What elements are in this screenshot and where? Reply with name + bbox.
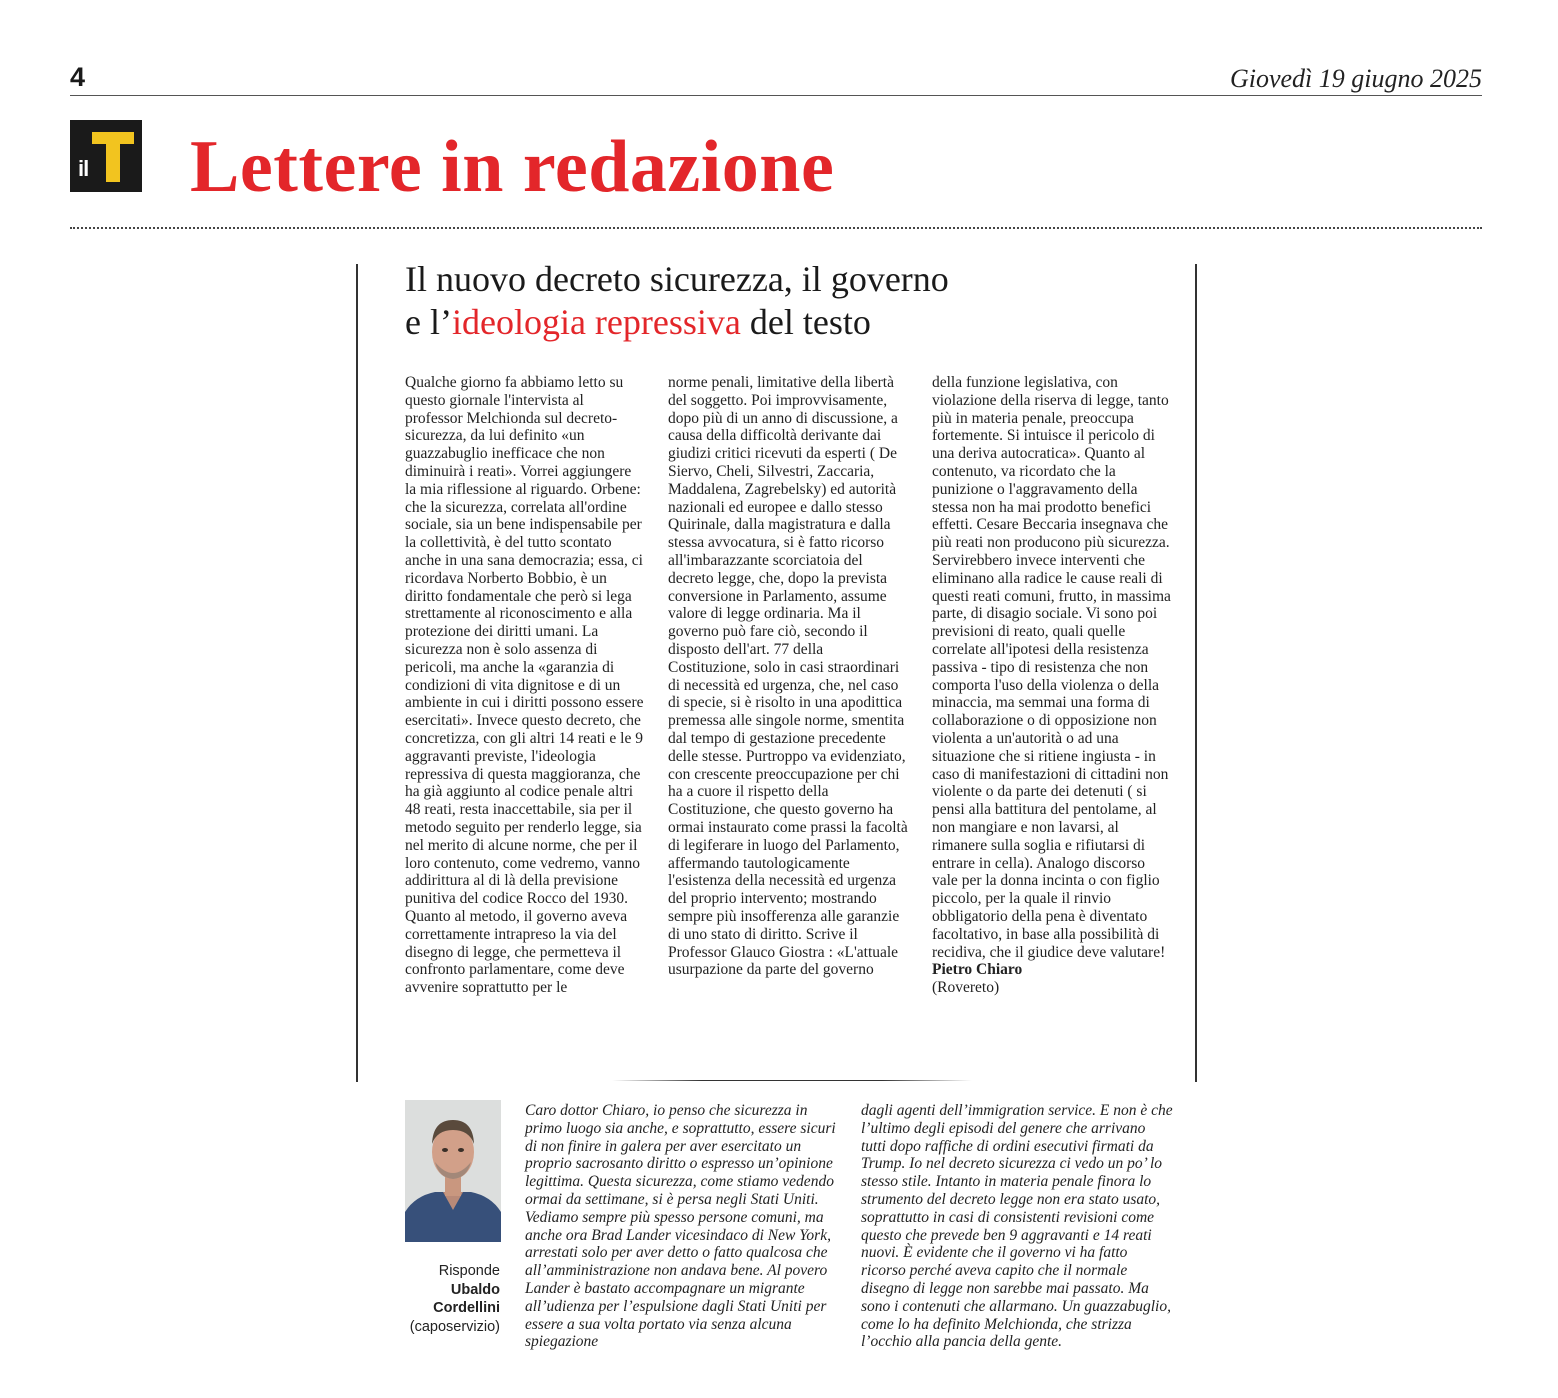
letter-column-3-text: della funzione legislativa, con violazione della riserva di legge, tanto più in materia penale, preoccupa fortemente. Si intuisce il pericolo di una deriva autocratica». Quanto al contenuto, va ricordato che la punizione o l'aggravamento della stessa non ha mai prodotto benefici effetti. Cesare Beccaria insegnava che più reati non producono più sicurezza. Servirebbero invece interventi che eliminano alla radice le cause reali di questi reati comuni, frutto, in massima parte, di disagio sociale. Vi sono poi previsioni di reato, quali quelle correlate all'ipotesi della resistenza passiva - tipo di resistenza che non comporta l'uso della violenza o della minaccia, ma semmai una forma di collaborazione o di opposizione non violenta a un'autorità o ad una situazione che si ritiene ingiusta - in caso di manifestazioni di cittadini non violente o da parte dei detenuti ( si pensi alla battitura del pentolame, al non mangiare e non lavarsi, al rimanere sulla soglia e rifiutarsi di entrare in cella). Analogo discorso vale per la donna incinta o con figlio piccolo, per la quale il rinvio obbligatorio della pena è diventato facoltativo, in base alla possibilità di recidiva, che il giudice deve valutare! bbox=[932, 374, 1171, 961]
headline-prefix: e l’ bbox=[405, 302, 452, 342]
author-photo bbox=[405, 1100, 501, 1242]
caption-last-name: Cordellini bbox=[433, 1300, 500, 1316]
headline-line-2 bbox=[405, 301, 1185, 344]
reply-caption bbox=[380, 1262, 500, 1336]
caption-role: (caposervizio) bbox=[409, 1318, 500, 1335]
article-frame-right bbox=[1195, 264, 1197, 1082]
reply-column-1: Caro dottor Chiaro, io penso che sicurezza in primo luogo sia anche, e soprattutto, essere sicuri di non finire in galera per aver esercitato un proprio sacrosanto diritto o espresso un’opinione legittima. Questa sicurezza, come stiamo vedendo ormai da settimane, si è persa negli Stati Uniti. Vediamo sempre più spesso persone comuni, ma anche ora Brad Lander vicesindaco di New York, arrestati solo per aver detto o fatto qualcosa che all’amministrazione non andava bene. Al povero Lander è bastato accompagnare un migrante all’udienza per l’espulsione dagli Stati Uniti per essere a sua volta portato via senza alcuna spiegazione bbox=[525, 1102, 836, 1351]
article-headline bbox=[405, 258, 1185, 344]
article-frame-left bbox=[356, 264, 358, 1082]
reply-divider bbox=[612, 1080, 972, 1081]
letter-signature-place: (Rovereto) bbox=[932, 979, 1000, 997]
letter-column-2: norme penali, limitative della libertà del soggetto. Poi improvvisamente, dopo più di un anno di discussione, a causa della difficoltà derivante dai giudizi critici ricevuti da esperti ( De Siervo, Cheli, Silvestri, Zaccaria, Maddalena, Zagrebelsky) ed autorità nazionali ed europee e dallo stesso Quirinale, dalla magistratura e dalla stessa avvocatura, si è fatto ricorso all'imbarazzante scorciatoia del decreto legge, che, dopo la prevista conversione in Parlamento, assume valore di legge ordinaria. Ma il governo può fare ciò, secondo il disposto dell'art. 77 della Costituzione, solo in casi straordinari di necessità ed urgenza, che, nel caso di specie, si è risolto in una apodittica premessa alle singole norme, smentita dal tempo di gestazione precedente delle stesse. Purtroppo va evidenziato, con crescente preoccupazione per chi ha a cuore il rispetto della Costituzione, che questo governo ha ormai instaurato come prassi la facoltà di legiferare in luogo del Parlamento, affermando tautologicamente l'esistenza della necessità ed urgenza del proprio intervento; mostrando sempre più insofferenza alle garanzie di uno stato di diritto. Scrive il Professor Glauco Giostra : «L'attuale usurpazione da parte del governo bbox=[668, 374, 908, 979]
headline-highlight: ideologia repressiva bbox=[451, 302, 741, 342]
top-rule bbox=[70, 95, 1482, 96]
logo-t-stem bbox=[106, 132, 120, 182]
page-number: 4 bbox=[70, 62, 86, 92]
caption-first-name: Ubaldo bbox=[450, 1281, 500, 1298]
letter-column-3 bbox=[932, 374, 1172, 997]
section-divider bbox=[70, 227, 1482, 229]
logo-il-text: il bbox=[78, 156, 89, 181]
headline-line-1: Il nuovo decreto sicurezza, il governo bbox=[405, 259, 949, 299]
section-title: Lettere in redazione bbox=[190, 126, 835, 208]
headline-suffix: del testo bbox=[740, 302, 871, 342]
author-portrait-illustration bbox=[405, 1100, 501, 1242]
reply-column-2: dagli agenti dell’immigration service. E non è che l’ultimo degli episodi del genere che arrivano tutti dopo raffiche di ordini esecutivi firmati da Trump. Io nel decreto sicurezza ci vedo un po’ lo stesso stile. Intanto in materia penale finora lo strumento del decreto legge non era stato usato, soprattutto in casi di consistenti revisioni come questo che prevede ben 9 aggravanti e 14 reati nuovi. È evidente che il governo vi ha fatto ricorso perché aveva capito che il normale disegno di legge non sarebbe mai passato. Ma sono i contenuti che allarmano. Un guazzabuglio, come lo ha definito Melchionda, che strizza l’occhio alla pancia della gente. bbox=[861, 1102, 1173, 1351]
issue-date: Giovedì 19 giugno 2025 bbox=[1229, 64, 1482, 93]
letter-signature-name: Pietro Chiaro bbox=[932, 961, 1023, 979]
il-t-logo bbox=[70, 120, 142, 192]
caption-label: Risponde bbox=[438, 1263, 500, 1279]
letter-column-1: Qualche giorno fa abbiamo letto su questo giornale l'intervista al professor Melchionda sul decreto-sicurezza, da lui definito «un guazzabuglio inefficace che non diminuirà i reati». Vorrei aggiungere la mia riflessione al riguardo. Orbene: che la sicurezza, correlata all'ordine sociale, sia un bene indispensabile per la collettività, è del tutto scontato anche in una sana democrazia; essa, ci ricordava Norberto Bobbio, è un diritto fondamentale che però si lega strettamente al riconoscimento e alla protezione dei diritti umani. La sicurezza non è solo assenza di pericoli, ma anche la «garanzia di condizioni di vita dignitose e di un ambiente in cui i diritti possono essere esercitati». Invece questo decreto, che concretizza, con gli altri 14 reati e le 9 aggravanti previste, l'ideologia repressiva di questa maggioranza, che ha già aggiunto al codice penale altri 48 reati, resta inaccettabile, sia per il metodo seguito per renderlo legge, sia nel merito di alcune norme, che per il loro contenuto, come vedremo, vanno addirittura al di là della previsione punitiva del codice Rocco del 1930. Quanto al metodo, il governo aveva correttamente intrapreso la via del disegno di legge, che permetteva il confronto parlamentare, come deve avvenire soprattutto per le bbox=[405, 374, 644, 997]
